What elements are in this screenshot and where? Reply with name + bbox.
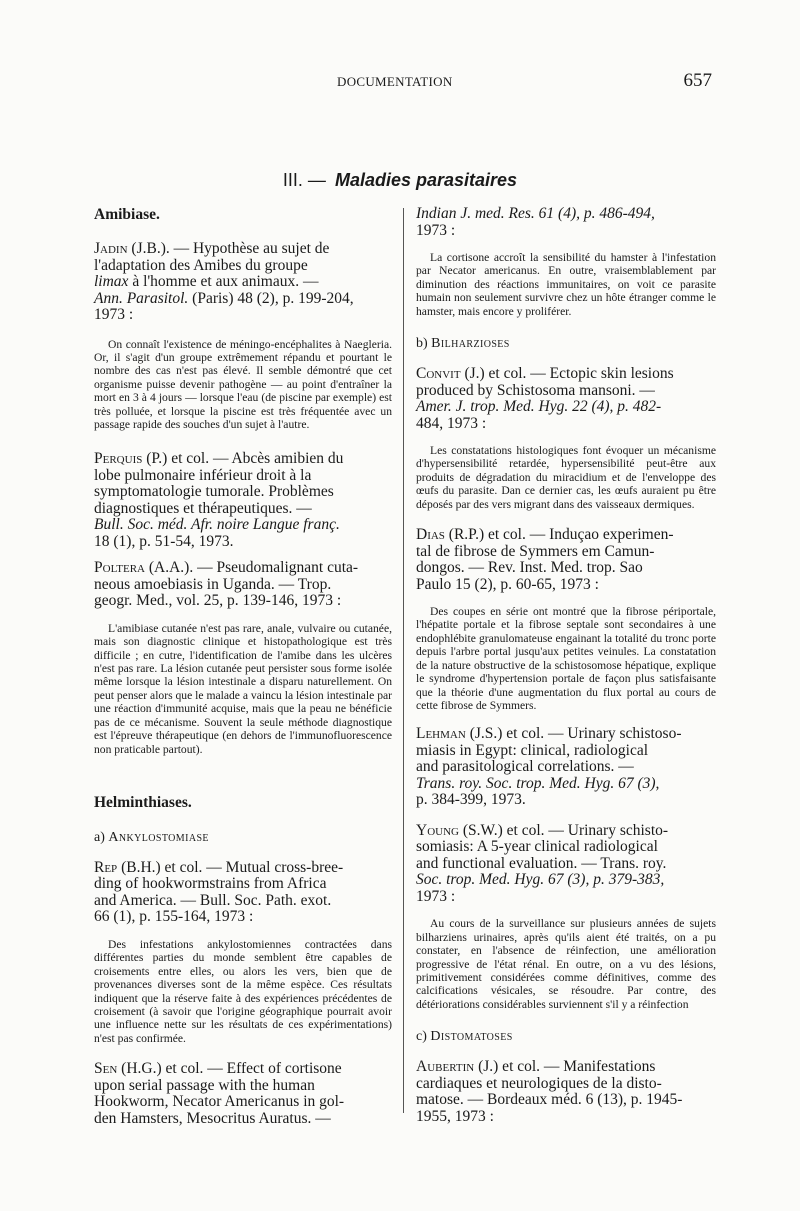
subheading-letter: c)	[416, 1029, 431, 1045]
subheading-ankylostomiase	[94, 830, 392, 846]
journal-name: Ann. Parasitol.	[94, 289, 189, 307]
section-number: III. —	[282, 170, 326, 190]
author-sen: Sen	[94, 1060, 118, 1078]
ref-line: 18 (1), p. 51-54, 1973.	[94, 532, 234, 550]
ref-line: à l'homme et aux animaux. —	[128, 273, 319, 290]
ref-line: tal de fibrose de Symmers em Camun-	[416, 542, 655, 560]
ref-line: (P.) et col. — Abcès amibien du	[142, 450, 344, 468]
ref-line: (J.) et col. — Ectopic skin lesions	[460, 365, 674, 383]
reference-jadin	[94, 241, 392, 324]
ref-line: diagnostiques et thérapeutiques. —	[94, 499, 312, 517]
abstract-convit: Les constatations histologiques font évoquer un mécanisme d'hypersensibilité retardée, hypersensibilité peut-être aux produits de dégradation du miracidium et de l'enveloppe des œufs du parasite. Dan ce dernier cas, les œufs auraient pu être déposés par des vers migrant dans des vaisseaux dermiques.	[416, 444, 716, 511]
ref-line: (Paris) 48 (2), p. 199-204,	[188, 289, 354, 307]
abstract-poltera: L'amibiase cutanée n'est pas rare, anale, vulvaire ou cutanée, mais son diagnostic clinique et histopathologique est très difficile ; en cutre, l'identification de l'amibe dans les ulcères n'est pas rare. La lésion cutanée peut persister sous forme isolée même lorsque la lésion intestinale a disparu naturellement. On peut penser alors que le malade a vaincu la lésion intestinale par une réaction d'immunité acquise, mais que la peau ne bénéficie pas de ce mécanisme. Souvent la seule méthode diagnostique est l'épreuve thérapeutique (en dehors de l'immunofluorescence non praticable partout).	[94, 621, 392, 756]
ref-line: 1973 :	[94, 306, 134, 323]
author-rep: Rep	[94, 858, 118, 876]
author-dias: Dias	[416, 526, 445, 544]
ref-line: and parasitological correlations. —	[416, 758, 634, 776]
ref-line: upon serial passage with the human	[94, 1076, 315, 1094]
abstract-rep: Des infestations ankylostomiennes contractées dans différentes parties du monde semblent être capables de croisements entre elles, ou alors les vers, bien que de provenances diverses sont de la même espèce. Ces résultats indiquent que la réserve faite à des expériences précédentes de croisement (à savoir que l'origine géographique pourrait avoir une influence nette sur les résultats de ces expérimentations) n'est pas confirmée.	[94, 937, 392, 1045]
author-jadin: Jadin	[94, 240, 128, 257]
author-aubertin: Aubertin	[416, 1058, 475, 1076]
journal-name: Trans. roy. Soc. trop. Med. Hyg. 67 (3),	[416, 774, 660, 792]
ref-line: symptomatologie tumorale. Problèmes	[94, 483, 334, 501]
page-number: 657	[683, 70, 712, 91]
author-convit: Convit	[416, 365, 461, 383]
ref-line: (R.P.) et col. — Induçao experimen-	[444, 526, 674, 544]
left-column	[94, 206, 392, 1127]
subheading-letter: a)	[94, 829, 109, 845]
ref-line: (J.S.) et col. — Urinary schistoso-	[465, 725, 682, 743]
ref-line: den Hamsters, Mesocritus Auratus. —	[94, 1109, 331, 1127]
author-poltera: Poltera	[94, 559, 145, 577]
subheading-label: Distomatoses	[430, 1029, 513, 1045]
running-title: DOCUMENTATION	[337, 74, 453, 89]
ref-line: geogr. Med., vol. 25, p. 139-146, 1973 :	[94, 592, 342, 610]
abstract-jadin: On connaît l'existence de méningo-encéphalites à Naegleria. Or, il s'agit d'un groupe extrêmement répandu et pourtant le nombre des cas n'est pas élevé. Il semble démontré que cet organisme puisse devenir pathogène — au point d'entraîner la mort en 3 à 4 jours — lorsque l'eau (de piscine par exemple) est très polluée, et lorsque la piscine est très fréquentée avec un passage rapide des souches d'un sujet à l'autre.	[94, 337, 392, 431]
reference-young	[416, 823, 716, 906]
ref-line: neous amoebiasis in Uganda. — Trop.	[94, 575, 332, 593]
journal-name: Bull. Soc. méd. Afr. noire Langue franç.	[94, 516, 340, 534]
ref-line: l'adaptation des Amibes du groupe	[94, 256, 308, 274]
ref-line: (H.G.) et col. — Effect of cortisone	[117, 1060, 342, 1078]
ref-line: ding of hookwormstrains from Africa	[94, 875, 327, 893]
reference-aubertin	[416, 1059, 716, 1125]
right-column	[416, 206, 716, 1125]
ref-line: limax	[94, 273, 129, 290]
section-title	[0, 170, 800, 191]
subheading-bilharzioses	[416, 336, 716, 352]
reference-sen-continued	[416, 206, 716, 239]
reference-sen	[94, 1061, 392, 1127]
author-perquis: Perquis	[94, 450, 143, 468]
ref-line: 1973 :	[416, 887, 456, 905]
ref-line: 1955, 1973 :	[416, 1107, 494, 1125]
heading-helminthiases: Helminthiases.	[94, 793, 192, 811]
ref-line: lobe pulmonaire inférieur droit à la	[94, 466, 312, 484]
abstract-young: Au cours de la surveillance sur plusieurs années de sujets bilharziens urinaires, après qu'ils aient été traités, on a pu constater, en l'absence de réinfection, une amélioration progressive de l'état rénal. En outre, on a vu des lésions, primitivement considérées comme définitives, comme des calcifications vésicales, se résoudre. Par contre, des détériorations considérables surviennent s'il y a réinfection	[416, 917, 716, 1011]
ref-line: p. 384-399, 1973.	[416, 791, 526, 809]
reference-lehman	[416, 726, 716, 809]
section-name: Maladies parasitaires	[334, 170, 518, 190]
author-lehman: Lehman	[416, 725, 466, 743]
journal-name: Amer. J. trop. Med. Hyg. 22 (4), p. 482-	[416, 398, 662, 416]
reference-rep	[94, 860, 392, 926]
ref-line: (S.W.) et col. — Urinary schisto-	[458, 821, 669, 839]
ref-line: and America. — Bull. Soc. Path. exot.	[94, 891, 332, 909]
ref-line: 484, 1973 :	[416, 414, 487, 432]
reference-convit	[416, 366, 716, 432]
reference-poltera	[94, 560, 392, 610]
ref-line: (J.) et col. — Manifestations	[474, 1058, 656, 1076]
ref-line: (J.B.). — Hypothèse au sujet de	[127, 240, 330, 257]
ref-line: 1973 :	[416, 221, 456, 239]
journal-name: Indian J. med. Res. 61 (4), p. 486-494,	[416, 205, 655, 222]
ref-line: cardiaques et neurologiques de la disto-	[416, 1074, 662, 1092]
ref-line: matose. — Bordeaux méd. 6 (13), p. 1945-	[416, 1091, 683, 1109]
column-divider	[403, 208, 404, 1113]
reference-perquis	[94, 451, 392, 550]
subheading-label: Bilharzioses	[431, 336, 510, 352]
subheading-letter: b)	[416, 336, 432, 352]
abstract-dias: Des coupes en série ont montré que la fibrose périportale, l'hépatite portale et la fibrose septale sont secondaires à une endophlébite granulomateuse engainant la totalité du tronc porte depuis l'arbre portal jusqu'aux petites veinules. La constatation de la nature obstructive de la schistosomose hépatique, explique le syndrome d'hypertension portale de façon plus satisfaisante que la théorie d'une augmentation du flux portal au cours de cette fibrose de Symmers.	[416, 605, 716, 712]
running-head	[0, 72, 800, 92]
ref-line: (A.A.). — Pseudomalignant cuta-	[145, 559, 359, 577]
abstract-sen: La cortisone accroît la sensibilité du hamster à l'infestation par Necator americanus. En outre, vraisemblablement par diminution des réactions immunitaires, on voit ce parasite humain non seulement survivre chez un hôte étranger comme le hamster, mais encore y proliférer.	[416, 251, 716, 318]
subheading-label: Ankylostomiase	[108, 829, 209, 845]
subheading-distomatoses	[416, 1029, 716, 1045]
ref-line: miasis in Egypt: clinical, radiological	[416, 741, 649, 759]
author-young: Young	[416, 821, 459, 839]
ref-line: and functional evaluation. — Trans. roy.	[416, 854, 667, 872]
ref-line: 66 (1), p. 155-164, 1973 :	[94, 908, 254, 926]
ref-line: dongos. — Rev. Inst. Med. trop. Sao	[416, 559, 643, 577]
ref-line: Paulo 15 (2), p. 60-65, 1973 :	[416, 575, 599, 593]
ref-line: produced by Schistosoma mansoni. —	[416, 381, 655, 399]
ref-line: (B.H.) et col. — Mutual cross-bree-	[117, 858, 344, 876]
ref-line: somiasis: A 5-year clinical radiological	[416, 838, 658, 856]
journal-name: Soc. trop. Med. Hyg. 67 (3), p. 379-383,	[416, 871, 665, 889]
reference-dias	[416, 527, 716, 593]
ref-line: Hookworm, Necator Americanus in gol-	[94, 1093, 345, 1111]
heading-amibiase: Amibiase.	[94, 206, 160, 223]
